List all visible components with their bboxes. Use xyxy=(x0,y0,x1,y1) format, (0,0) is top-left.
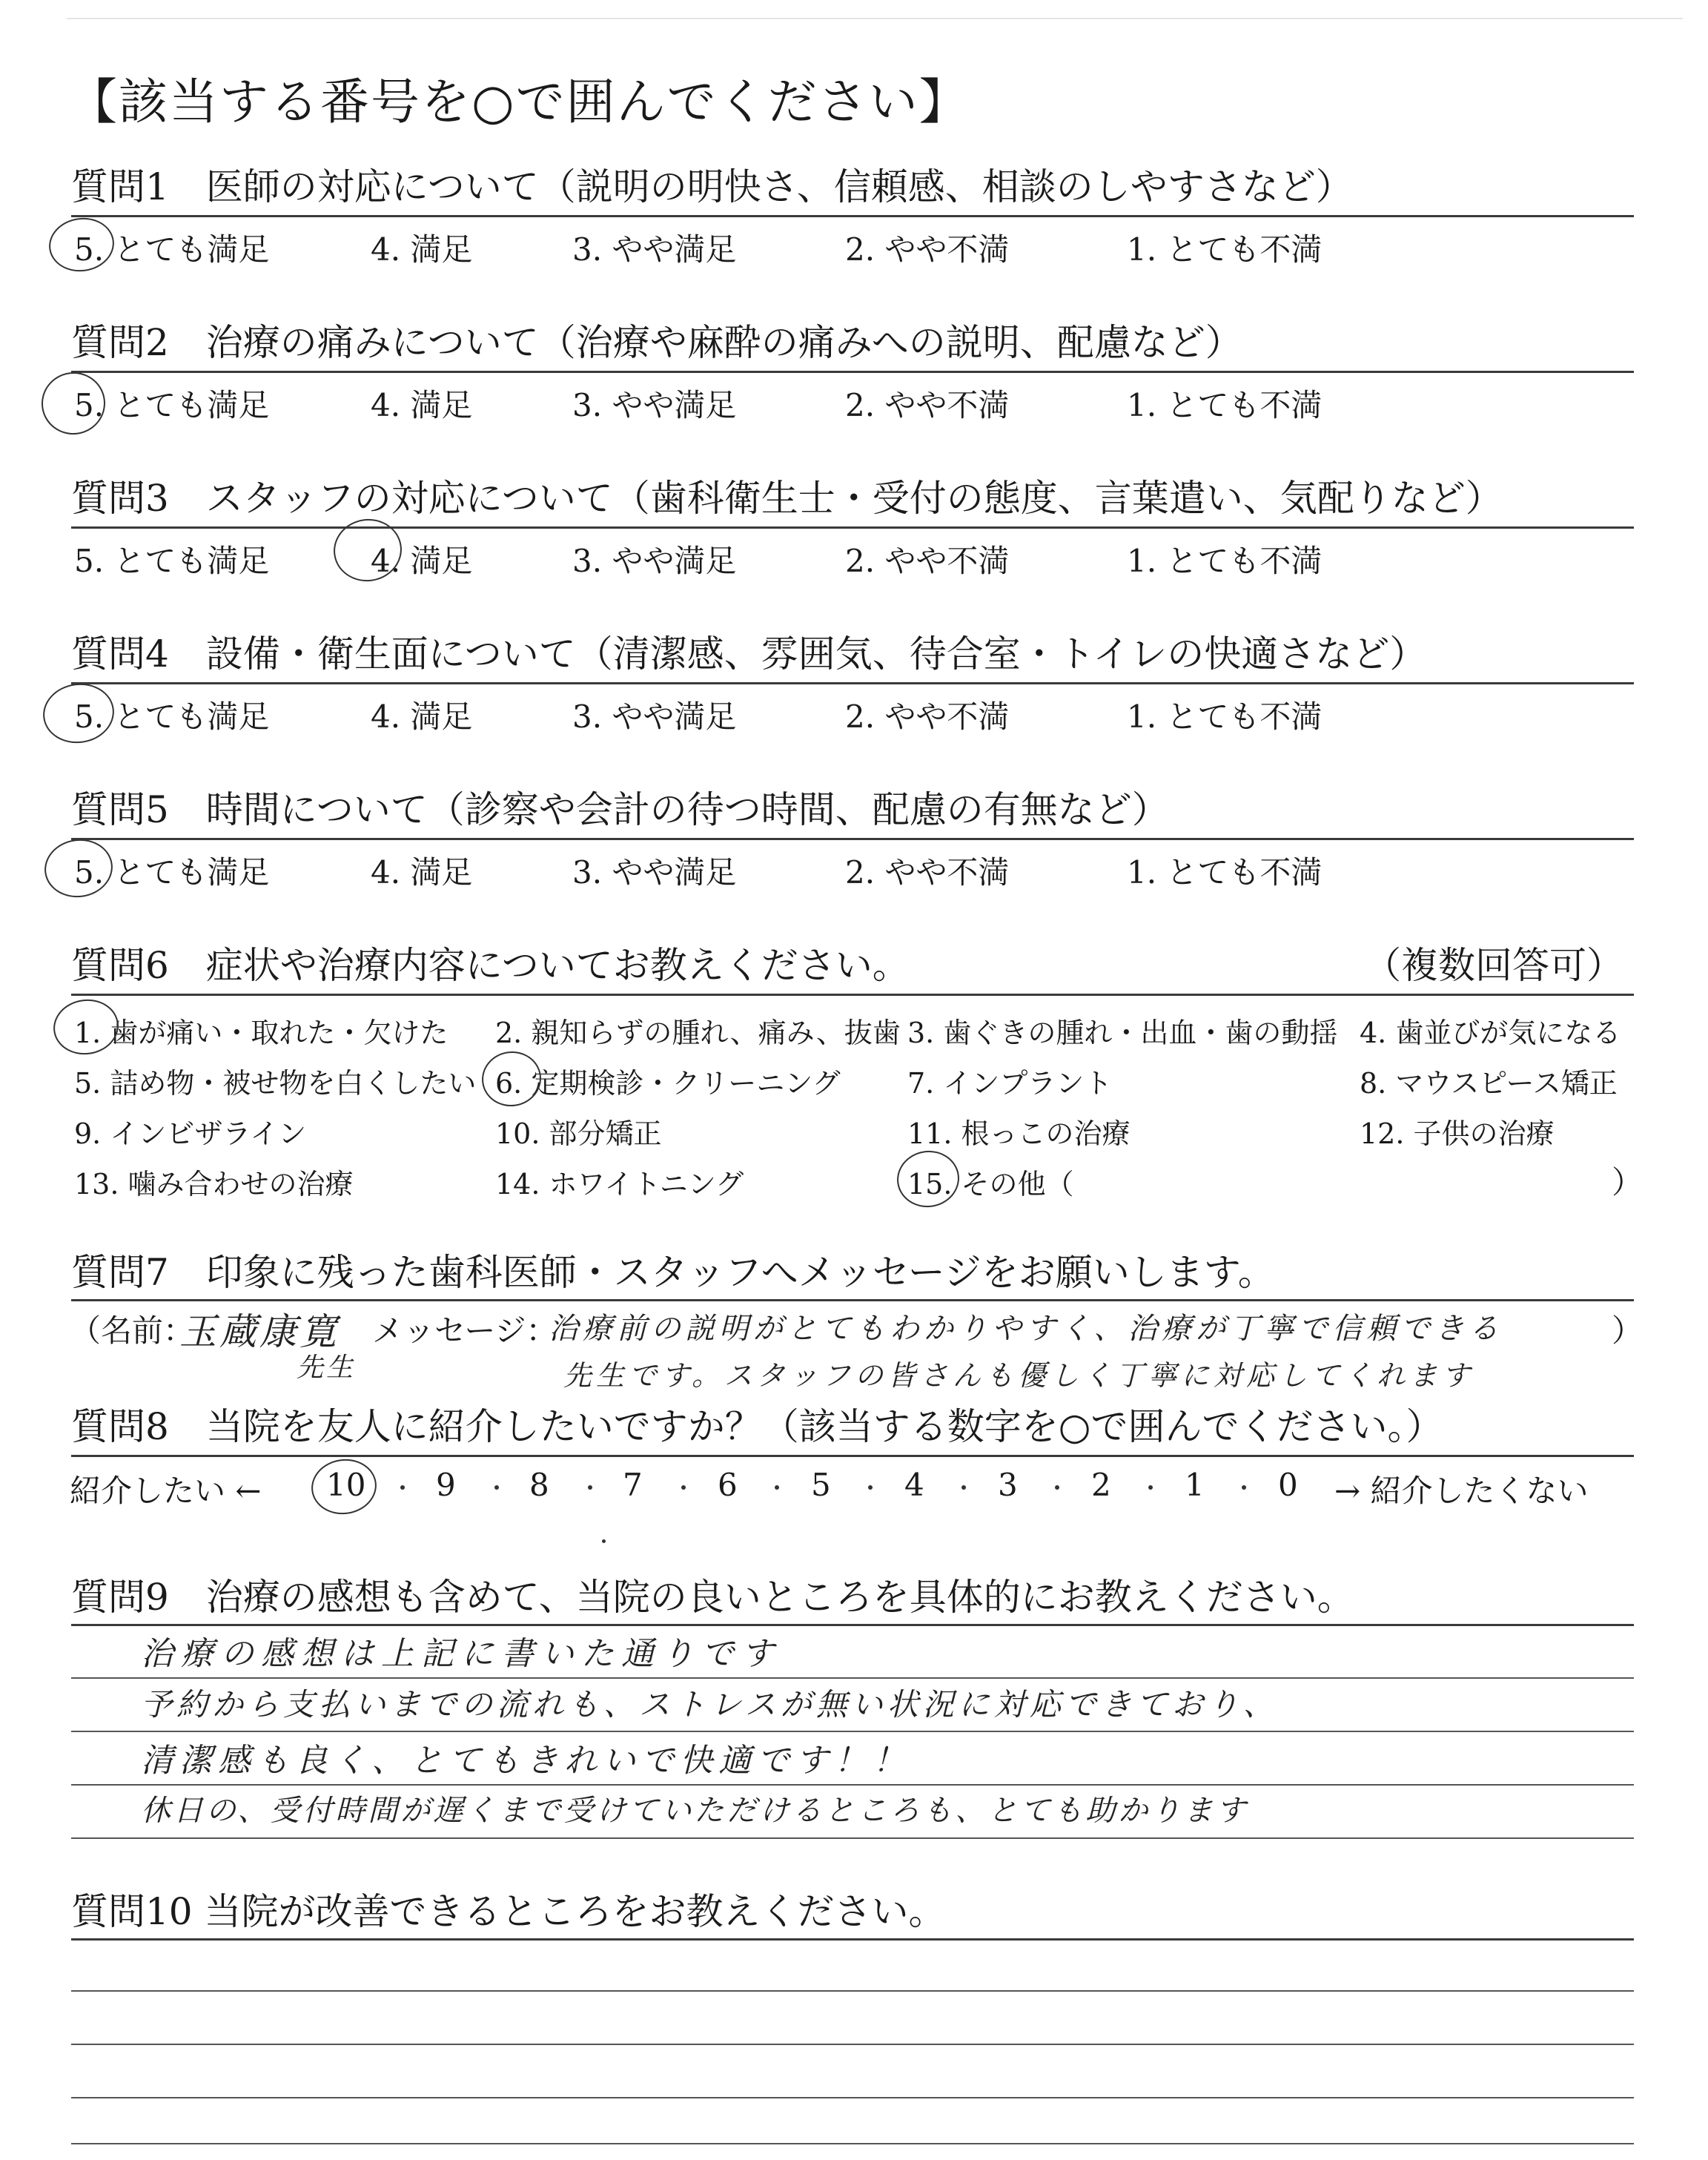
q8-scale-4[interactable]: 4 xyxy=(904,1467,924,1503)
q6-option-9[interactable]: 9. インビザライン xyxy=(74,1117,307,1150)
q8-title: 質問8 当院を友人に紹介したいですか？（該当する数字を○で囲んでください。） xyxy=(71,1405,1443,1448)
q6-option-2[interactable]: 2. 親知らずの腫れ、痛み、抜歯 xyxy=(495,1017,901,1049)
q3-option-5[interactable]: 5. とても満足 xyxy=(74,543,270,579)
q9-handwritten-line-2: 予約から支払いまでの流れも、ストレスが無い状況に対応できており、 xyxy=(141,1686,1279,1723)
q5-option-3[interactable]: 3. やや満足 xyxy=(572,854,737,891)
q6-option-12[interactable]: 12. 子供の治療 xyxy=(1360,1117,1555,1150)
q8-scale-separator xyxy=(961,1485,966,1490)
q7-rule xyxy=(71,1299,1634,1301)
q9-rule xyxy=(71,1624,1634,1626)
q8-scale-10[interactable]: 10 xyxy=(326,1467,366,1503)
q8-scale-separator xyxy=(681,1485,686,1490)
q9-handwritten-line-1: 治療の感想は上記に書いた通りです xyxy=(141,1635,781,1673)
q4-selection-circle xyxy=(39,679,118,748)
form-header: 【該当する番号を○で囲んでください】 xyxy=(68,73,970,131)
q8-selection-circle xyxy=(308,1455,380,1519)
q10-writing-line xyxy=(71,2143,1634,2144)
q10-writing-line xyxy=(71,2097,1634,2098)
q3-title: 質問3 スタッフの対応について（歯科衛生士・受付の態度、言葉遣い、気配りなど） xyxy=(71,477,1503,520)
q1-option-3[interactable]: 3. やや満足 xyxy=(572,231,737,268)
q6-option-1[interactable]: 1. 歯が痛い・取れた・欠けた xyxy=(74,1017,448,1049)
q1-title: 質問1 医師の対応について（説明の明快さ、信頼感、相談のしやすさなど） xyxy=(71,165,1353,208)
q5-option-1[interactable]: 1. とても不満 xyxy=(1127,854,1323,891)
q8-scale-5[interactable]: 5 xyxy=(811,1467,831,1503)
q8-rule xyxy=(71,1455,1634,1457)
q5-option-4[interactable]: 4. 満足 xyxy=(371,854,473,891)
q6-option-7[interactable]: 7. インプラント xyxy=(907,1067,1113,1100)
q4-option-5[interactable]: 5. とても満足 xyxy=(74,698,270,735)
q3-option-4[interactable]: 4. 満足 xyxy=(371,543,473,579)
q10-writing-line xyxy=(71,2044,1634,2045)
q6-option-5[interactable]: 5. 詰め物・被せ物を白くしたい xyxy=(74,1067,477,1100)
q5-option-2[interactable]: 2. やや不満 xyxy=(845,854,1010,891)
q3-option-2[interactable]: 2. やや不満 xyxy=(845,543,1010,579)
q4-title: 質問4 設備・衛生面について（清潔感、雰囲気、待合室・トイレの快適さなど） xyxy=(71,633,1427,676)
q8-scale-separator xyxy=(1148,1485,1153,1490)
q7-message-line-1: 治療前の説明がとてもわかりやすく、治療が丁寧で信頼できる xyxy=(549,1312,1503,1346)
q7-name-suffix-handwritten: 先生 xyxy=(297,1353,357,1383)
q2-title: 質問2 治療の痛みについて（治療や麻酔の痛みへの説明、配慮など） xyxy=(71,321,1242,364)
q8-right-label: → 紹介したくない xyxy=(1334,1473,1589,1509)
q8-scale-8[interactable]: 8 xyxy=(529,1467,549,1503)
q4-option-2[interactable]: 2. やや不満 xyxy=(845,698,1010,735)
q8-scale-1[interactable]: 1 xyxy=(1185,1467,1205,1503)
q3-option-3[interactable]: 3. やや満足 xyxy=(572,543,737,579)
q9-writing-line xyxy=(71,1837,1634,1839)
q7-message-line-2: 先生です。スタッフの皆さんも優しく丁寧に対応してくれます xyxy=(563,1359,1474,1392)
q5-title: 質問5 時間について（診察や会計の待つ時間、配慮の有無など） xyxy=(71,788,1169,831)
q7-close-paren: ） xyxy=(1612,1312,1644,1349)
q1-option-5[interactable]: 5. とても満足 xyxy=(74,231,270,268)
q8-scale-3[interactable]: 3 xyxy=(998,1467,1018,1503)
q5-rule xyxy=(71,838,1634,840)
q8-scale-separator xyxy=(1055,1485,1059,1490)
q6-multi-answer-note: （複数回答可） xyxy=(1364,944,1623,987)
q2-selection-circle xyxy=(38,368,110,438)
q8-scale-separator xyxy=(775,1485,779,1490)
q6-title: 質問6 症状や治療内容についてお教えください。 xyxy=(71,944,910,987)
q8-scale-6[interactable]: 6 xyxy=(718,1467,738,1503)
q2-option-2[interactable]: 2. やや不満 xyxy=(845,387,1010,423)
q6-option-11[interactable]: 11. 根っこの治療 xyxy=(907,1117,1131,1150)
q2-option-4[interactable]: 4. 満足 xyxy=(371,387,473,423)
q6-option-15[interactable]: 15. その他（ xyxy=(907,1168,1074,1200)
q4-option-1[interactable]: 1. とても不満 xyxy=(1127,698,1323,735)
q2-option-3[interactable]: 3. やや満足 xyxy=(572,387,737,423)
q4-option-4[interactable]: 4. 満足 xyxy=(371,698,473,735)
q1-option-1[interactable]: 1. とても不満 xyxy=(1127,231,1323,268)
q6-rule xyxy=(71,994,1634,996)
q3-rule xyxy=(71,526,1634,529)
q10-rule xyxy=(71,1938,1634,1941)
q8-scale-separator xyxy=(494,1485,499,1490)
q9-writing-line xyxy=(71,1677,1634,1679)
q8-left-label: 紹介したい ← xyxy=(70,1473,262,1509)
q8-scale-separator xyxy=(1242,1485,1246,1490)
q6-option-13[interactable]: 13. 噛み合わせの治療 xyxy=(74,1168,354,1200)
q9-handwritten-line-4: 休日の、受付時間が遅くまで受けていただけるところも、とても助かります xyxy=(141,1794,1249,1828)
q8-scale-separator xyxy=(400,1485,405,1490)
q8-scale-separator xyxy=(588,1485,592,1490)
q8-scale-0[interactable]: 0 xyxy=(1278,1467,1298,1503)
q5-option-5[interactable]: 5. とても満足 xyxy=(74,854,270,891)
q1-rule xyxy=(71,215,1634,217)
q2-option-5[interactable]: 5. とても満足 xyxy=(74,387,270,423)
q1-option-2[interactable]: 2. やや不満 xyxy=(845,231,1010,268)
q8-scale-2[interactable]: 2 xyxy=(1091,1467,1111,1503)
q8-scale-7[interactable]: 7 xyxy=(623,1467,643,1503)
q9-handwritten-line-3: 清潔感も良く、とてもきれいで快適です！！ xyxy=(141,1742,912,1780)
q8-scale-separator xyxy=(868,1485,873,1490)
q10-writing-line xyxy=(71,1990,1634,1992)
q4-option-3[interactable]: 3. やや満足 xyxy=(572,698,737,735)
q6-option-3[interactable]: 3. 歯ぐきの腫れ・出血・歯の動揺 xyxy=(907,1017,1338,1049)
q7-name-label: （名前： xyxy=(70,1312,195,1349)
scan-edge xyxy=(67,18,1683,19)
q7-name-handwritten: 玉蔵康寛 xyxy=(179,1310,340,1353)
q7-title: 質問7 印象に残った歯科医師・スタッフへメッセージをお願いします。 xyxy=(71,1251,1275,1294)
q1-option-4[interactable]: 4. 満足 xyxy=(371,231,473,268)
q6-other-close-paren: ） xyxy=(1612,1164,1644,1200)
q6-option-14[interactable]: 14. ホワイトニング xyxy=(495,1168,744,1200)
q7-message-label: メッセージ： xyxy=(372,1312,557,1349)
q6-option-4[interactable]: 4. 歯並びが気になる xyxy=(1360,1017,1621,1049)
q3-option-1[interactable]: 1. とても不満 xyxy=(1127,543,1323,579)
q9-title: 質問9 治療の感想も含めて、当院の良いところを具体的にお教えください。 xyxy=(71,1576,1354,1619)
q9-writing-line xyxy=(71,1731,1634,1732)
q10-title: 質問10 当院が改善できるところをお教えください。 xyxy=(71,1890,946,1933)
q9-writing-line xyxy=(71,1784,1634,1786)
q2-rule xyxy=(71,371,1634,373)
q6-option-6[interactable]: 6. 定期検診・クリーニング xyxy=(495,1067,841,1100)
q2-option-1[interactable]: 1. とても不満 xyxy=(1127,387,1323,423)
q6-option-10[interactable]: 10. 部分矯正 xyxy=(495,1117,662,1150)
q6-option-8[interactable]: 8. マウスピース矯正 xyxy=(1360,1067,1618,1100)
scan-speck xyxy=(602,1539,606,1543)
q8-scale-9[interactable]: 9 xyxy=(436,1467,456,1503)
q4-rule xyxy=(71,682,1634,684)
